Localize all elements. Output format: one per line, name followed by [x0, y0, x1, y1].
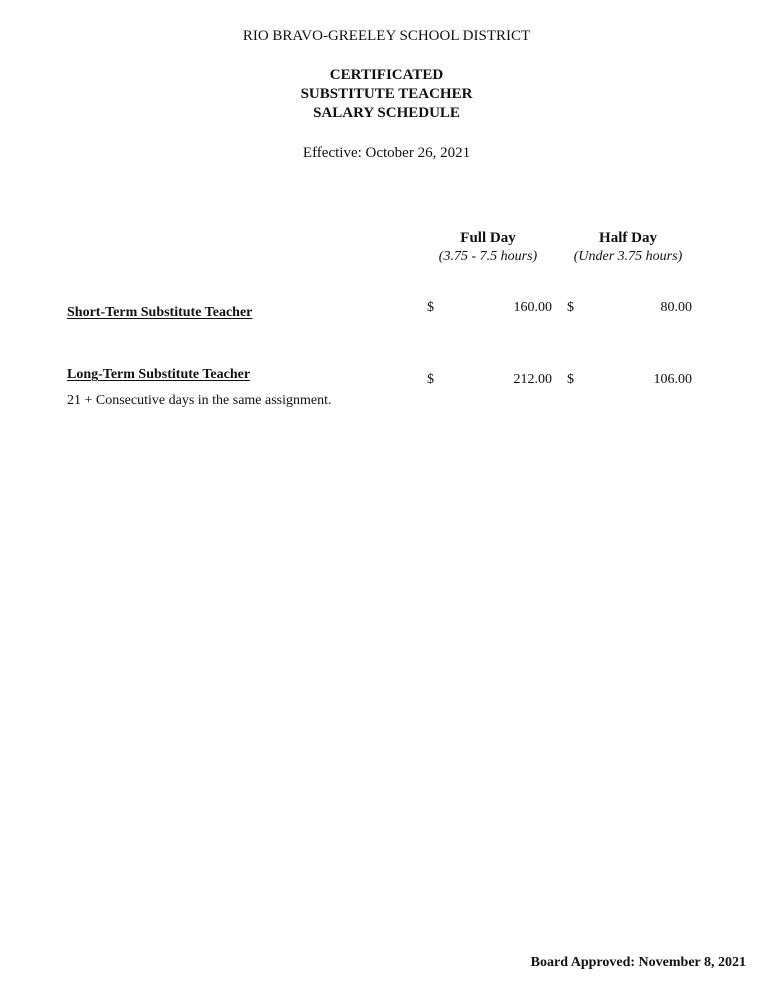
short-term-full-amount: 160.00	[513, 300, 552, 315]
full-day-header: Full Day	[460, 230, 516, 246]
district-name: RIO BRAVO-GREELEY SCHOOL DISTRICT	[242, 28, 531, 44]
short-term-half-amount: 80.00	[660, 300, 692, 315]
short-term-label: Short-Term Substitute Teacher	[67, 305, 253, 320]
long-term-full-amount: 212.00	[513, 372, 552, 387]
half-day-hours: (Under 3.75 hours)	[573, 249, 683, 264]
effective-date: Effective: October 26, 2021	[302, 145, 471, 161]
long-term-half-currency: $	[567, 372, 574, 387]
long-term-half-amount: 106.00	[653, 372, 692, 387]
board-approval: Board Approved: November 8, 2021	[530, 955, 746, 970]
short-term-full-currency: $	[427, 300, 434, 315]
half-day-header: Half Day	[599, 230, 657, 246]
title-line-2: SUBSTITUTE TEACHER	[300, 86, 473, 102]
title-line-1: CERTIFICATED	[329, 67, 444, 83]
full-day-hours: (3.75 - 7.5 hours)	[438, 249, 538, 264]
long-term-full-currency: $	[427, 372, 434, 387]
title-line-3: SALARY SCHEDULE	[313, 105, 460, 121]
long-term-label: Long-Term Substitute Teacher	[67, 367, 251, 382]
long-term-note: 21 + Consecutive days in the same assignment.	[67, 393, 332, 408]
short-term-half-currency: $	[567, 300, 574, 315]
